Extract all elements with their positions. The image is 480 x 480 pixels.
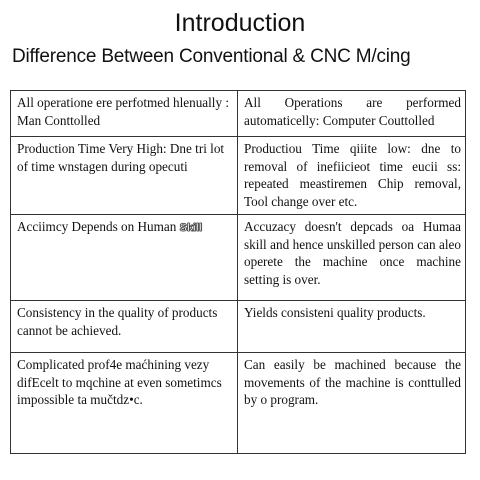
cell-text: Acciimcy Depends on Human [17, 219, 177, 234]
cnc-cell [238, 215, 466, 301]
cell-text: All operatione ere perfotmed hlenually : Man Conttolled [17, 95, 230, 128]
conventional-cell [11, 215, 238, 301]
conventional-cell [11, 137, 238, 215]
cnc-cell [238, 91, 466, 137]
table-row [11, 137, 466, 215]
cell-text: Productiou Time qiiite low: dne to removal of inefiicieot time eucii ss: repeated meastiremen Chip removal, Tool change over etc. [244, 141, 461, 209]
cell-text: Complicated prof4e maćhining vezy difEcelt to mqchine at even sometimcs impossible ta mučtdz•c. [17, 357, 222, 407]
cell-text: Accuzacy doesn't depcads oa Humaa skill and hence unskilled person can aleo operete the machine once machine setting is over. [244, 219, 461, 287]
page-title: Introduction [174, 9, 306, 37]
comparison-table [10, 90, 466, 454]
table-row [11, 91, 466, 137]
conventional-cell [11, 353, 238, 454]
table-row [11, 353, 466, 454]
cnc-cell [238, 137, 466, 215]
cell-text: All Operations are performed automaticelly: Computer Couttolled [244, 95, 461, 128]
cell-text: Consistency in the quality of products cannot be achieved. [17, 305, 218, 338]
cell-text: Yields consisteni quality products. [244, 305, 426, 320]
cell-text: Production Time Very High: Dne tri lot of time wnstagen during opecuti [17, 141, 225, 174]
table-row [11, 215, 466, 301]
skill-emphasis: Skill [179, 222, 203, 234]
cell-text: Can easily be machined because the movements of the machine is conttulled by o program. [244, 357, 461, 407]
table-row [11, 301, 466, 353]
conventional-cell [11, 91, 238, 137]
cnc-cell [238, 353, 466, 454]
page-subtitle: Difference Between Conventional & CNC M/cing [12, 46, 411, 67]
cnc-cell [238, 301, 466, 353]
conventional-cell [11, 301, 238, 353]
